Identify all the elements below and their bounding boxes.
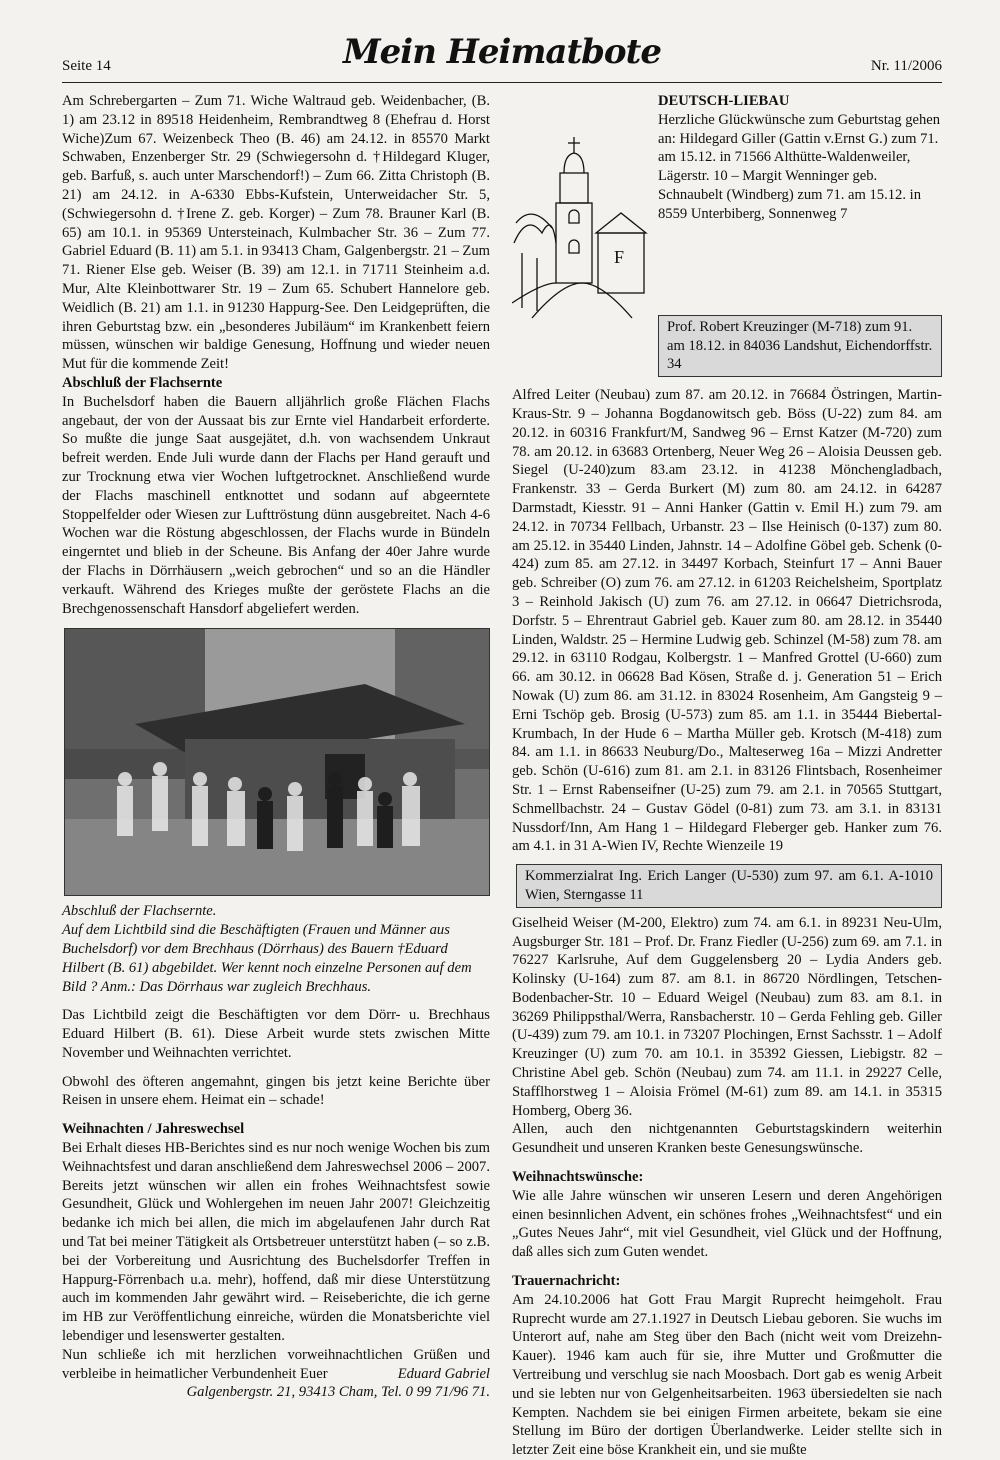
masthead-title: Mein Heimatbote	[343, 32, 661, 72]
highlight-box-langer	[516, 864, 942, 908]
page-header	[62, 28, 942, 83]
photo-caption-title: Abschluß der Flachsernte.	[62, 903, 217, 920]
signature-address: Galgenbergstr. 21, 93413 Cham, Tel. 0 99 71/96 71.	[186, 1384, 490, 1401]
travel-reports-note: Obwohl des öfteren angemahnt, gingen bis jetzt keine Berichte über Reisen in unsere ehem. Heimat ein – schade!	[62, 1073, 490, 1109]
obituary-text: Am 24.10.2006 hat Gott Frau Margit Ruprecht heimgeholt. Frau Ruprecht wurde am 27.1.1927 in Deutsch Liebau geboren. Sie wuchs im Unterort auf, nahe am Steg über den Bach (nicht weit vom Dreizehn-Kauer). 1946 kam auch für sie, ihre Mutter und Großmutter die Vertreibung und verschlug sie nach Moosbach. Dort gab es wenig Arbeit und sie lebten nur von Gelgenheitsarbeiten. 1963 übersiedelten sie nach Kempten. Nachdem sie bei einigen Firmen arbeitete, bekam sie eine Stellung im Büro der dortigen Überlandwerke. Leider stellte sich in letzter Zeit eine böse Krankheit ein, und sie mußte	[512, 1291, 942, 1459]
section-heading-obituary: Trauernachricht:	[512, 1273, 621, 1290]
photo-caption-text: Auf dem Lichtbild sind die Beschäftigten (Frauen und Männer aus Buchelsdorf) vor dem Brechhaus (Dörrhaus) des Bauern †Eduard Hilbert (B. 61) abgebildet. Wer kennt noch einzelne Personen auf dem Bild ? Anm.: Das Dörrhaus war zugleich Brechhaus.	[62, 922, 472, 995]
section-heading-deutsch-liebau: DEUTSCH-LIEBAU	[658, 93, 790, 109]
highlight-box-text: Prof. Robert Kreuzinger (M-718) zum 91. am 18.12. in 84036 Landshut, Eichendorffstr. 34	[667, 318, 933, 373]
closing-text	[62, 1346, 490, 1384]
section-heading-christmas-wishes: Weihnachtswünsche:	[512, 1169, 644, 1186]
right-column	[512, 92, 942, 1460]
flax-harvest-photo	[64, 628, 490, 896]
photo-description: Das Lichtbild zeigt die Beschäftigten vor dem Dörr- u. Brechhaus Eduard Hilbert (B. 61). Diese Arbeit wurde stets zwischen Mitte November und Weihnachten verrichtet.	[62, 1007, 490, 1061]
christmas-text: Bei Erhalt dieses HB-Berichtes sind es nur noch wenige Wochen bis zum Weihnachtsfest und daran anschließend dem Jahreswechsel 2006 – 2007. Bereits jetzt wünschen wir allen ein frohes Weihnachtsfest sowie Gesundheit, Glück und Wohlergehen im neuen Jahr 2007! Gleichzeitig bedanke ich mich bei allen, die mich im abgelaufenen Jahr durch Rat und Tat bei meiner Tätigkeit als Ortsbetreuer unterstützt haben (– so z.B. bei der Vorbereitung und Ausrichtung des Buchelsdorfer Treffen in Happurg-Förrenbach u.a. mehr), hoffend, daß mir diese Unterstützung auch im kommenden Jahr gewährt wird. – Reiseberichte, die ich gerne im HB zur Veröffentlichung einreiche, würden die Monatsberichte viel lebendiger und lesenswerter gestalten.	[62, 1140, 490, 1345]
closing-greeting: Nun schließe ich mit herzlichen vorweihnachtlichen Grüßen und verbleibe in heimatlicher Verbundenheit Euer	[62, 1346, 490, 1382]
christmas-wishes-text: Wie alle Jahre wünschen wir unseren Lesern und deren Angehörigen einen besinnlichen Advent, ein schönes frohes „Weihnachtsfest“ und ein „Gutes Neues Jahr“, mit viel Gesundheit, viel Glück und der Hoffnung, daß alles sich zum Guten wendet.	[512, 1187, 942, 1261]
section-heading-flax: Abschluß der Flachsernte	[62, 374, 223, 391]
highlight-box-text: Kommerzialrat Ing. Erich Langer (U-530) zum 97. am 6.1. A-1010 Wien, Sterngasse 11	[525, 868, 933, 903]
highlight-box-kreuzinger	[658, 315, 942, 377]
flax-harvest-text: In Buchelsdorf haben die Bauern alljährlich große Flächen Flachs angebaut, der von der Aussaat bis zur Ernte viel Handarbeit erforderte. So mußte die junge Saat ausgejätet, d.h. von wachsendem Unkraut befreit werden. Ende Juli wurde dann der Flachs per Hand gerauft und zur Trocknung etwa vier Wochen luftgetrocknet. Anschließend wurde der Flachs maschinell entknottet und sodann auf abgeerntete Stoppelfelder oder Wiesen zur Lufttröstung dünn ausgebreitet. Nach 4-6 Wochen war die Röstung abgeschlossen, der Flachs wurde in Bündeln eingerntet und blieb in der Scheune. Bis Anfang der 40er Jahre wurde der Flachs in Dörrhäusern „weich gebrochen“ und so an die Händler verkauft. Während des Krieges mußte der geröstete Flachs an die Brechgenossenschaft Hansdorf abgeliefert werden.	[62, 393, 490, 617]
church-illustration	[512, 133, 648, 323]
page-number: Seite 14	[62, 58, 111, 74]
section-heading-christmas: Weihnachten / Jahreswechsel	[62, 1121, 245, 1138]
birthday-list-2: Giselheid Weiser (M-200, Elektro) zum 74. am 6.1. in 89231 Neu-Ulm, Augsburger Str. 181 – Prof. Dr. Franz Fiedler (U-256) zum 69. am 7.1. in 76227 Karlsruhe, Auf dem Guggelensberg 20 – Lydia Anders geb. Kolinsky (U-164) zum 87. am 8.1. in 86720 Nördlingen, Tetschen-Bodenbacher-Str. 10 – Eduard Weigel (Neubau) zum 83. am 8.1. in 36269 Philippsthal/Werra, Ransbacherstr. 10 – Gerda Fehling geb. Giller (U-439) zum 79. am 10.1. in 73207 Plochingen, Ernst Sachsstr. 1 – Adolf Kreuzinger (U) zum 70. am 10.1. in 35392 Giessen, Liebigstr. 82 – Christine Abel geb. Schön (Neubau) zum 74. am 11.1. in 29227 Celle, Stafflhorstweg 1 – Aloisia Frömel (M-61) zum 89. am 14.1. in 35315 Homberg, Oberg 36.	[512, 914, 942, 1119]
birthday-list-continued: Am Schrebergarten – Zum 71. Wiche Waltraud geb. Weidenbacher, (B. 1) am 23.12 in 89518 Heidenheim, Rembrandtweg 8 (Ehefrau d. Horst Wiche)Zum 67. Weizenbeck Theo (B. 46) am 24.12. in 85570 Markt Schwaben, Enzenberger Str. 29 (Schwiegersohn d. †Hildegard Kluger, geb. Barfuß, s. auch unter Marschendorf!) – Zum 66. Zitta Christoph (B. 21) am 24.12. in A-6330 Ebbs-Kufstein, Unterweidacher Str. 5, (Schwiegersohn d. †Irene Z. geb. Korger) – Zum 78. Brauner Karl (B. 65) am 10.1. in 95369 Untersteinach, Kulmbacher Str. 36 – Zum 77. Gabriel Eduard (B. 11) am 5.1. in 93413 Cham, Galgenbergstr. 21 – Zum 71. Riener Else geb. Weiser (B. 39) am 12.1. in 71711 Steinheim a.d. Mur, Alte Kleinbottwarer Str. 19 – Zum 65. Schubert Hannelore geb. Weidlich (B. 21) am 1.1. in 91230 Happurg-See. Den Leidgeprüften, die ihren Geburtstag bzw. ein „besonderes Jubiläum“ im Krankenbett feiern müssen, wünschen wir baldige Genesung, Hoffnung und wieder neuen Mut für die kommende Zeit!	[62, 93, 490, 373]
general-wishes: Allen, auch den nichtgenannten Geburtstagskindern weiterhin Gesundheit und unseren Kranken beste Genesungswünsche.	[512, 1121, 942, 1157]
issue-number: Nr. 11/2006	[870, 58, 942, 74]
intro-block	[512, 111, 942, 323]
birthday-list-1: Alfred Leiter (Neubau) zum 87. am 20.12. in 76684 Östringen, Martin-Kraus-Str. 9 – Johanna Bogdanowitsch geb. Böss (U-22) zum 84. am 20.12. in 60316 Frankfurt/M, Sandweg 96 – Ernst Katzer (M-720) zum 78. am 20.12. in 63683 Ortenberg, Neuer Weg 26 – Aloisia Deussen geb. Siegel (U-240)zum 83.am 23.12. in 41238 Mönchengladbach, Frankenstr. 33 – Gerda Burkert (M) zum 80. am 24.12. in 64287 Darmstadt, Kiesstr. 91 – Anni Hanker (Gattin v. Emil H.) zum 79. am 24.12. in 70734 Fellbach, Urbanstr. 23 – Ilse Heinisch (0-137) zum 80. am 25.12. in 35440 Linden, Jahnstr. 14 – Adolfine Göbel geb. Schenk (0-424) zum 85. am 27.12. in 34497 Korbach, Steinfurt 17 – Anni Bauer geb. Schreiber (O) zum 76. am 27.12. in 61203 Reichelsheim, Sportplatz 3 – Reinhold Jakisch (U) zum 76. am 27.12. in 06647 Dietrichsroda, Dorfstr. 5 – Ehrentraut Gabriel geb. Kauer zum 80. am 28.12. in 35440 Linden, Waldstr. 25 – Hermine Ludwig geb. Schinzel (M-58) zum 78. am 29.12. in 63110 Rodgau, Kolbergstr. 1 – Manfred Grottel (U-660) zum 66. am 30.12. in 06628 Bad Kösen, Straße d. j. Generation 51 – Erich Nowak (U) zum 86. am 31.12. in 83024 Rosenheim, Am Gangsteig 9 – Erni Tschöp geb. Brosig (U-573) zum 85. am 1.1. in 35444 Biebertal-Krumbach, In der Hude 6 – Martha Müller geb. Krotsch (M-418) zum 84. am 1.1. in 86633 Neuburg/Do., Malteserweg 16a – Mizzi Andretter geb. Schön (U-616) zum 81. am 2.1. in 83126 Flintsbach, Rosenheimer Str. 1 – Ernst Rabenseifner (U-25) zum 79. am 2.1. in 70565 Stuttgart, Schmellbachstr. 24 – Gustav Gödel (0-81) zum 73. am 3.1. in 83131 Nussdorf/Inn, Am Hang 1 – Hildegard Fleberger geb. Hanker zum 76. am 4.1. in 31 A-Wien IV, Rechte Wienzeile 19	[512, 387, 942, 855]
intro-greetings: Herzliche Glückwünsche zum Geburtstag gehen an: Hildegard Giller (Gattin v.Ernst G.) zum 71. am 15.12. in 71566 Althütte-Waldenweiler, Lägerstr. 10 – Margit Wenninger geb. Schnaubelt (Windberg) zum 71. am 15.12. in 8559 Unterbiberg, Sonnenweg 7	[658, 111, 941, 222]
svg-text:F: F	[614, 246, 625, 267]
signature-name: Eduard Gabriel	[397, 1365, 490, 1382]
left-column	[62, 92, 490, 1402]
